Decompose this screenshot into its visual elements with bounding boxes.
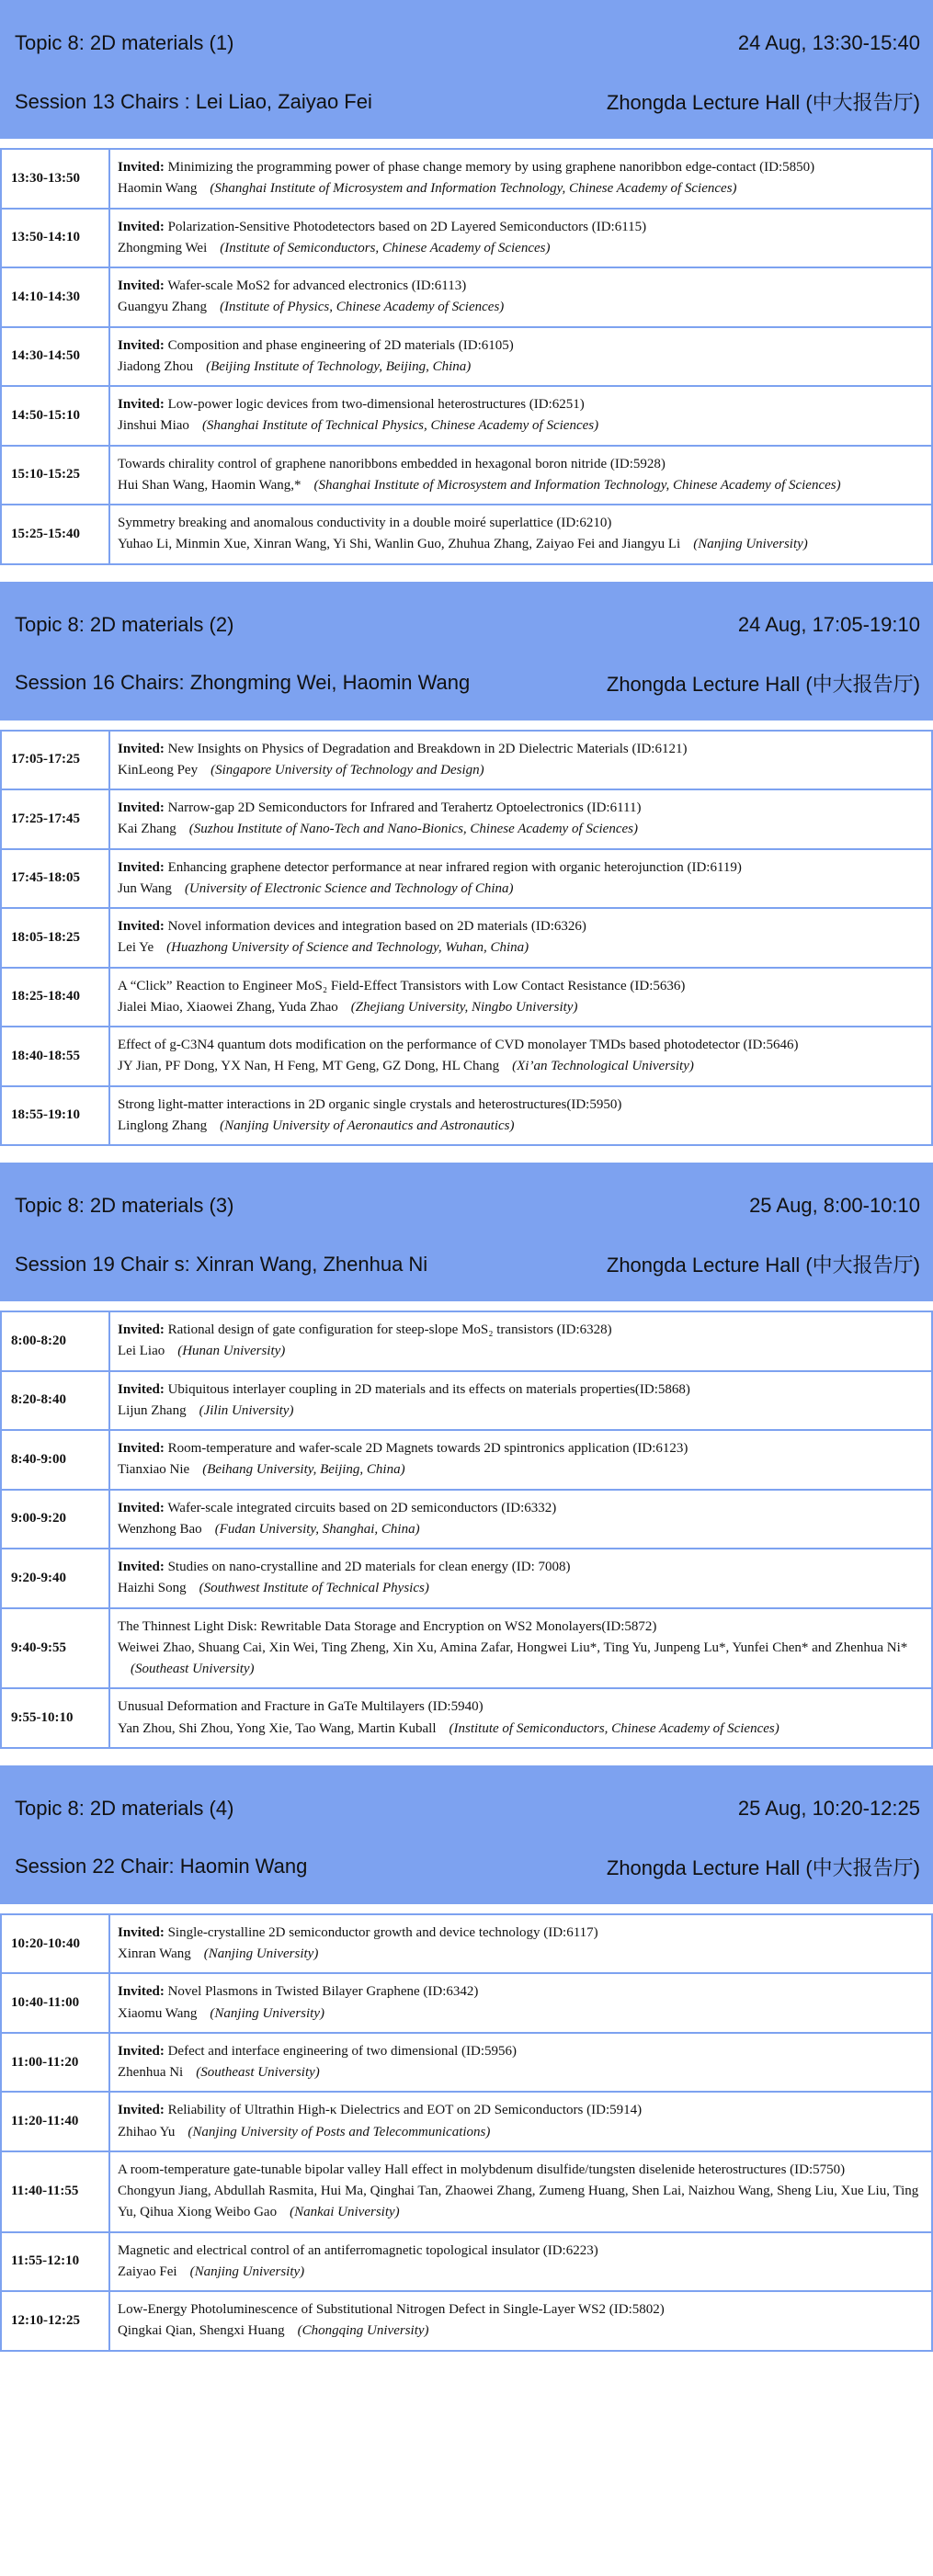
author-names: Weiwei Zhao, Shuang Cai, Xin Wei, Ting Zheng, Xin Xu, Amina Zafar, Hongwei Liu*, Ting Yu, Junpeng Lu*, Yunfei Chen* and Zhenhua Ni*	[118, 1640, 908, 1655]
talk-title	[118, 2299, 931, 2321]
author-affiliation: (Nanjing University of Aeronautics and Astronautics)	[220, 1118, 515, 1133]
author-affiliation: (Beijing Institute of Technology, Beijing, China)	[206, 358, 472, 374]
talk-title-text: New Insights on Physics of Degradation and Breakdown in 2D Dielectric Materials (ID:6121)	[167, 741, 688, 756]
talk-authors	[118, 1519, 931, 1540]
talk-authors	[118, 1719, 931, 1740]
table-row	[2, 387, 931, 447]
author-names: Zaiyao Fei	[118, 2264, 177, 2279]
talk-authors	[118, 879, 931, 900]
talk-time: 15:10-15:25	[2, 447, 110, 505]
session-header	[0, 1163, 933, 1301]
talk-title	[118, 857, 931, 879]
talk-title	[118, 2160, 931, 2181]
table-row	[2, 1609, 931, 1690]
author-affiliation: (Huazhong University of Science and Technology, Wuhan, China)	[166, 940, 529, 956]
talk-authors	[118, 297, 931, 318]
talk-time: 9:55-10:10	[2, 1689, 110, 1747]
invited-tag: Invited:	[118, 800, 165, 815]
talk-content	[110, 447, 931, 505]
talk-authors	[118, 937, 931, 959]
talk-title-text: Novel Plasmons in Twisted Bilayer Graphene (ID:6342)	[167, 1984, 479, 2000]
talk-title	[118, 1557, 931, 1578]
talk-authors	[118, 1401, 931, 1422]
talk-content	[110, 732, 931, 789]
session-date: 25 Aug, 10:20-12:25	[737, 1796, 920, 1820]
table-row	[2, 1549, 931, 1609]
session-venue: Zhongda Lecture Hall (中大报告厅)	[606, 672, 920, 696]
talk-title-text: Enhancing graphene detector performance at near infrared region with organic heterojunction (ID:6119)	[167, 859, 742, 875]
table-row	[2, 790, 931, 850]
talk-title	[118, 1095, 931, 1116]
author-affiliation: (Southeast University)	[131, 1662, 255, 1676]
talk-title-text: Wafer-scale MoS2 for advanced electronics (ID:6113)	[167, 278, 467, 293]
talk-title	[118, 798, 931, 819]
talk-title-text: Low-Energy Photoluminescence of Substitutional Nitrogen Defect in Single-Layer WS2 (ID:5802)	[118, 2302, 665, 2317]
talk-content	[110, 1491, 931, 1549]
invited-tag: Invited:	[118, 2103, 165, 2118]
author-names: Jinshui Miao	[118, 418, 189, 434]
talk-time: 8:00-8:20	[2, 1312, 110, 1370]
table-row	[2, 732, 931, 791]
schedule-table	[0, 730, 933, 1147]
talk-title-text: Reliability of Ultrathin High-κ Dielectrics and EOT on 2D Semiconductors (ID:5914)	[167, 2103, 643, 2118]
invited-tag: Invited:	[118, 1441, 165, 1456]
table-row	[2, 2233, 931, 2293]
author-affiliation: (Institute of Semiconductors, Chinese Academy of Sciences)	[220, 240, 551, 255]
talk-title	[118, 1035, 931, 1056]
talk-title	[118, 739, 931, 760]
author-names: Haizhi Song	[118, 1581, 187, 1596]
author-names: Tianxiao Nie	[118, 1462, 190, 1478]
talk-title	[118, 2100, 931, 2121]
table-row	[2, 1915, 931, 1975]
talk-content	[110, 1027, 931, 1085]
talk-time: 13:50-14:10	[2, 210, 110, 267]
talk-title-text: Wafer-scale integrated circuits based on 2D semiconductors (ID:6332)	[167, 1500, 557, 1515]
talk-time: 9:40-9:55	[2, 1609, 110, 1688]
table-row	[2, 2152, 931, 2233]
talk-title-text: Ubiquitous interlayer coupling in 2D materials and its effects on materials properties(ID:5868)	[167, 1381, 690, 1397]
talk-title	[118, 976, 931, 997]
invited-tag: Invited:	[118, 1560, 165, 1574]
author-affiliation: (Hunan University)	[177, 1344, 286, 1359]
talk-title-text: Studies on nano-crystalline and 2D materials for clean energy (ID: 7008)	[167, 1560, 571, 1574]
session-block	[0, 1163, 933, 1749]
invited-tag: Invited:	[118, 1500, 165, 1515]
author-names: Kai Zhang	[118, 822, 176, 837]
author-affiliation: (Nanjing University of Posts and Telecommunications)	[188, 2124, 491, 2139]
session-header	[0, 582, 933, 721]
talk-title-text: Rational design of gate configuration for steep-slope MoS₂ transistors (ID:6328)	[167, 1322, 612, 1337]
talk-time: 8:20-8:40	[2, 1372, 110, 1430]
talk-title	[118, 157, 931, 178]
talk-time: 8:40-9:00	[2, 1431, 110, 1489]
author-affiliation: (Institute of Physics, Chinese Academy of Sciences)	[220, 300, 505, 315]
talk-title-text: Effect of g-C3N4 quantum dots modification on the performance of CVD monolayer TMDs based photodetector (ID:5646)	[118, 1038, 799, 1052]
talk-time: 14:30-14:50	[2, 328, 110, 386]
schedule-table	[0, 1913, 933, 2352]
talk-content	[110, 1431, 931, 1489]
table-row	[2, 1372, 931, 1432]
schedule-table	[0, 1311, 933, 1749]
topic-title: Topic 8: 2D materials (4)	[15, 1796, 234, 1820]
talk-content	[110, 1915, 931, 1973]
talk-time: 11:55-12:10	[2, 2233, 110, 2291]
talk-time: 14:10-14:30	[2, 268, 110, 326]
session-date: 24 Aug, 17:05-19:10	[737, 612, 920, 636]
author-affiliation: (Institute of Semiconductors, Chinese Academy of Sciences)	[449, 1720, 779, 1736]
table-row	[2, 969, 931, 1028]
talk-authors	[118, 2181, 931, 2224]
talk-time: 18:05-18:25	[2, 909, 110, 967]
author-affiliation: (Southeast University)	[196, 2065, 320, 2080]
talk-authors	[118, 178, 931, 199]
author-affiliation: (Shanghai Institute of Microsystem and Information Technology, Chinese Academy of Sciences)	[210, 181, 737, 197]
talk-authors	[118, 997, 931, 1018]
talk-content	[110, 2292, 931, 2350]
talk-authors	[118, 1944, 931, 1965]
talk-content	[110, 2034, 931, 2092]
talk-authors	[118, 1578, 931, 1599]
talk-title	[118, 2041, 931, 2062]
table-row	[2, 328, 931, 388]
talk-title	[118, 513, 931, 534]
session-venue: Zhongda Lecture Hall (中大报告厅)	[606, 1855, 920, 1879]
talk-time: 17:45-18:05	[2, 850, 110, 908]
talk-authors	[118, 415, 931, 437]
talk-title	[118, 2241, 931, 2262]
author-affiliation: (Jilin University)	[199, 1402, 294, 1418]
talk-authors	[118, 238, 931, 259]
talk-content	[110, 2233, 931, 2291]
author-affiliation: (Shanghai Institute of Microsystem and Information Technology, Chinese Academy of Sciences)	[313, 477, 841, 493]
talk-title	[118, 1981, 931, 2003]
talk-content	[110, 387, 931, 445]
author-names: Lei Liao	[118, 1344, 165, 1359]
session-block	[0, 582, 933, 1147]
talk-title	[118, 1320, 931, 1341]
talk-authors	[118, 1638, 931, 1681]
table-row	[2, 850, 931, 910]
talk-authors	[118, 2262, 931, 2283]
author-affiliation: (Zhejiang University, Ningbo University)	[350, 999, 578, 1015]
talk-title-text: Single-crystalline 2D semiconductor growth and device technology (ID:6117)	[167, 1924, 598, 1940]
author-names: Hui Shan Wang, Haomin Wang,*	[118, 477, 302, 493]
talk-content	[110, 328, 931, 386]
author-affiliation: (Nanjing University)	[203, 1946, 319, 1961]
talk-title-text: Room-temperature and wafer-scale 2D Magnets towards 2D spintronics application (ID:6123)	[167, 1441, 688, 1456]
table-row	[2, 505, 931, 563]
talk-content	[110, 2152, 931, 2231]
session-venue: Zhongda Lecture Hall (中大报告厅)	[606, 1254, 920, 1277]
session-date: 24 Aug, 13:30-15:40	[737, 31, 920, 54]
author-affiliation: (Nanjing University)	[210, 2005, 324, 2021]
table-row	[2, 1491, 931, 1550]
table-row	[2, 2034, 931, 2094]
talk-title-text: Towards chirality control of graphene nanoribbons embedded in hexagonal boron nitride (ID:5928)	[118, 456, 666, 471]
schedule-table	[0, 148, 933, 565]
talk-time: 11:20-11:40	[2, 2093, 110, 2150]
author-names: Chongyun Jiang, Abdullah Rasmita, Hui Ma, Qinghai Tan, Zhaowei Zhang, Zumeng Huang, Shen Lai, Naizhou Wang, Sheng Liu, Xue Liu, Ting Yu, Qihua Xiong Weibo Gao	[118, 2184, 919, 2220]
talk-content	[110, 1689, 931, 1747]
talk-authors	[118, 1341, 931, 1362]
talk-title	[118, 1697, 931, 1718]
session-date: 25 Aug, 8:00-10:10	[749, 1194, 920, 1217]
talk-authors	[118, 1459, 931, 1481]
invited-tag: Invited:	[118, 859, 165, 875]
talk-authors	[118, 2003, 931, 2025]
author-names: Xinran Wang	[118, 1946, 191, 1961]
talk-title	[118, 1923, 931, 1944]
author-names: Jiadong Zhou	[118, 358, 194, 374]
talk-authors	[118, 2122, 931, 2143]
talk-authors	[118, 1056, 931, 1077]
author-names: Haomin Wang	[118, 181, 198, 197]
talk-title-text: Narrow-gap 2D Semiconductors for Infrared and Terahertz Optoelectronics (ID:6111)	[167, 800, 642, 815]
talk-time: 15:25-15:40	[2, 505, 110, 563]
author-names: Yan Zhou, Shi Zhou, Yong Xie, Tao Wang, Martin Kuball	[118, 1720, 437, 1736]
talk-time: 18:55-19:10	[2, 1087, 110, 1145]
talk-title	[118, 1498, 931, 1519]
talk-content	[110, 909, 931, 967]
table-row	[2, 1027, 931, 1087]
table-row	[2, 1974, 931, 2034]
talk-title-text: Defect and interface engineering of two dimensional (ID:5956)	[167, 2043, 518, 2059]
invited-tag: Invited:	[118, 160, 165, 175]
talk-title-text: Novel information devices and integration based on 2D materials (ID:6326)	[167, 919, 586, 934]
talk-authors	[118, 357, 931, 378]
author-names: Qingkai Qian, Shengxi Huang	[118, 2323, 285, 2339]
author-affiliation: (Beihang University, Beijing, China)	[202, 1462, 405, 1478]
author-names: Wenzhong Bao	[118, 1521, 202, 1537]
talk-authors	[118, 534, 931, 555]
talk-title	[118, 1438, 931, 1459]
author-names: Guangyu Zhang	[118, 300, 208, 315]
invited-tag: Invited:	[118, 1924, 165, 1940]
session-chairs: Session 13 Chairs : Lei Liao, Zaiyao Fei	[15, 89, 372, 113]
talk-time: 17:05-17:25	[2, 732, 110, 789]
talk-title-text: Minimizing the programming power of phase change memory by using graphene nanoribbon edge-contact (ID:5850)	[167, 160, 815, 175]
table-row	[2, 150, 931, 210]
talk-time: 10:40-11:00	[2, 1974, 110, 2032]
invited-tag: Invited:	[118, 1984, 165, 2000]
talk-content	[110, 790, 931, 848]
talk-title-text: A “Click” Reaction to Engineer MoS₂ Field-Effect Transistors with Low Contact Resistance (ID:5636)	[118, 978, 686, 993]
table-row	[2, 268, 931, 328]
talk-authors	[118, 475, 931, 496]
table-row	[2, 1431, 931, 1491]
talk-title	[118, 217, 931, 238]
author-names: KinLeong Pey	[118, 762, 199, 777]
talk-authors	[118, 819, 931, 840]
invited-tag: Invited:	[118, 337, 165, 353]
table-row	[2, 2093, 931, 2152]
author-affiliation: (Singapore University of Technology and Design)	[210, 762, 484, 777]
author-affiliation: (Southwest Institute of Technical Physics)	[199, 1581, 429, 1596]
talk-title	[118, 394, 931, 415]
talk-content	[110, 1974, 931, 2032]
invited-tag: Invited:	[118, 397, 165, 412]
talk-content	[110, 1087, 931, 1145]
talk-content	[110, 268, 931, 326]
topic-title: Topic 8: 2D materials (1)	[15, 31, 234, 54]
table-row	[2, 909, 931, 969]
talk-title-text: The Thinnest Light Disk: Rewritable Data Storage and Encryption on WS2 Monolayers(ID:5872)	[118, 1618, 657, 1634]
talk-content	[110, 1549, 931, 1607]
talk-time: 9:20-9:40	[2, 1549, 110, 1607]
invited-tag: Invited:	[118, 278, 165, 293]
author-names: Jialei Miao, Xiaowei Zhang, Yuda Zhao	[118, 999, 338, 1015]
talk-title-text: A room-temperature gate-tunable bipolar valley Hall effect in molybdenum disulfide/tungsten diselenide heterostructures (ID:5750)	[118, 2162, 846, 2177]
author-affiliation: (Xi’an Technological University)	[512, 1059, 694, 1074]
topic-title: Topic 8: 2D materials (2)	[15, 612, 234, 636]
talk-content	[110, 150, 931, 208]
session-chairs: Session 16 Chairs: Zhongming Wei, Haomin Wang	[15, 671, 471, 694]
talk-title	[118, 1379, 931, 1401]
talk-time: 11:40-11:55	[2, 2152, 110, 2231]
author-names: JY Jian, PF Dong, YX Nan, H Feng, MT Geng, GZ Dong, HL Chang	[118, 1059, 500, 1074]
talk-time: 18:25-18:40	[2, 969, 110, 1027]
talk-time: 9:00-9:20	[2, 1491, 110, 1549]
author-affiliation: (Nankai University)	[290, 2205, 400, 2220]
invited-tag: Invited:	[118, 741, 165, 756]
talk-content	[110, 1609, 931, 1688]
author-names: Lei Ye	[118, 940, 154, 956]
author-affiliation: (University of Electronic Science and Technology of China)	[184, 880, 514, 896]
author-names: Lijun Zhang	[118, 1402, 187, 1418]
table-row	[2, 447, 931, 506]
talk-content	[110, 850, 931, 908]
invited-tag: Invited:	[118, 919, 165, 934]
talk-time: 17:25-17:45	[2, 790, 110, 848]
talk-authors	[118, 2062, 931, 2083]
talk-content	[110, 505, 931, 563]
author-names: Yuhao Li, Minmin Xue, Xinran Wang, Yi Shi, Wanlin Guo, Zhuhua Zhang, Zaiyao Fei and Jiangyu Li	[118, 537, 681, 552]
talk-content	[110, 1372, 931, 1430]
author-affiliation: (Shanghai Institute of Technical Physics, Chinese Academy of Sciences)	[201, 418, 599, 434]
talk-time: 11:00-11:20	[2, 2034, 110, 2092]
author-affiliation: (Suzhou Institute of Nano-Tech and Nano-Bionics, Chinese Academy of Sciences)	[188, 822, 638, 837]
talk-title-text: Unusual Deformation and Fracture in GaTe Multilayers (ID:5940)	[118, 1699, 484, 1715]
talk-time: 18:40-18:55	[2, 1027, 110, 1085]
talk-time: 10:20-10:40	[2, 1915, 110, 1973]
talk-content	[110, 2093, 931, 2150]
talk-title-text: Polarization-Sensitive Photodetectors based on 2D Layered Semiconductors (ID:6115)	[167, 219, 647, 234]
talk-content	[110, 969, 931, 1027]
session-chairs: Session 19 Chair s: Xinran Wang, Zhenhua Ni	[15, 1252, 428, 1276]
talk-title-text: Symmetry breaking and anomalous conductivity in a double moiré superlattice (ID:6210)	[118, 516, 612, 530]
session-venue: Zhongda Lecture Hall (中大报告厅)	[606, 91, 920, 114]
talk-authors	[118, 760, 931, 781]
session-header	[0, 0, 933, 139]
talk-authors	[118, 1116, 931, 1137]
talk-content	[110, 1312, 931, 1370]
session-block	[0, 0, 933, 565]
author-names: Zhongming Wei	[118, 240, 208, 255]
talk-authors	[118, 2321, 931, 2342]
talk-time: 14:50-15:10	[2, 387, 110, 445]
talk-title	[118, 916, 931, 937]
table-row	[2, 210, 931, 269]
table-row	[2, 1312, 931, 1372]
table-row	[2, 1689, 931, 1747]
author-affiliation: (Nanjing University)	[189, 2264, 305, 2279]
author-affiliation: (Chongqing University)	[297, 2323, 429, 2339]
session-block	[0, 1765, 933, 2352]
author-names: Zhenhua Ni	[118, 2065, 184, 2080]
talk-title	[118, 335, 931, 357]
author-names: Jun Wang	[118, 880, 172, 896]
talk-title-text: Magnetic and electrical control of an antiferromagnetic topological insulator (ID:6223)	[118, 2242, 598, 2258]
talk-title-text: Strong light-matter interactions in 2D organic single crystals and heterostructures(ID:5950)	[118, 1096, 622, 1112]
talk-time: 13:30-13:50	[2, 150, 110, 208]
invited-tag: Invited:	[118, 1381, 165, 1397]
table-row	[2, 1087, 931, 1145]
talk-title	[118, 276, 931, 297]
invited-tag: Invited:	[118, 219, 165, 234]
session-header	[0, 1765, 933, 1904]
talk-title	[118, 454, 931, 475]
talk-time: 12:10-12:25	[2, 2292, 110, 2350]
topic-title: Topic 8: 2D materials (3)	[15, 1194, 234, 1217]
invited-tag: Invited:	[118, 1322, 165, 1337]
talk-title-text: Composition and phase engineering of 2D materials (ID:6105)	[167, 337, 514, 353]
author-names: Xiaomu Wang	[118, 2005, 198, 2021]
talk-title	[118, 1617, 931, 1638]
talk-title-text: Low-power logic devices from two-dimensional heterostructures (ID:6251)	[167, 397, 585, 412]
author-names: Linglong Zhang	[118, 1118, 208, 1133]
author-affiliation: (Fudan University, Shanghai, China)	[214, 1521, 420, 1537]
table-row	[2, 2292, 931, 2350]
session-chairs: Session 22 Chair: Haomin Wang	[15, 1855, 308, 1878]
talk-content	[110, 210, 931, 267]
author-affiliation: (Nanjing University)	[693, 537, 808, 552]
invited-tag: Invited:	[118, 2043, 165, 2059]
author-names: Zhihao Yu	[118, 2124, 176, 2139]
